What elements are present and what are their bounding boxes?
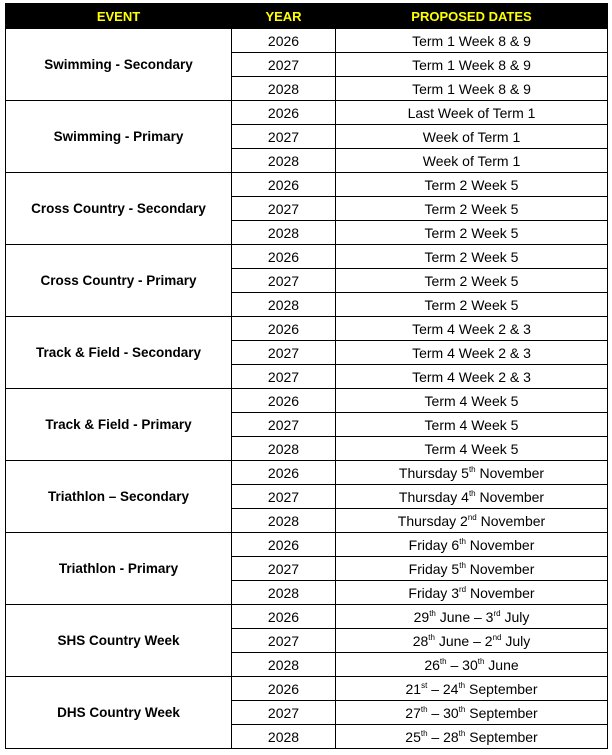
date-text: – 30 (446, 656, 478, 673)
date-text: June – 3 (435, 608, 494, 625)
proposed-date-cell (336, 125, 608, 149)
date-ordinal-suffix: th (468, 464, 476, 474)
proposed-date-cell (336, 581, 608, 605)
date-text: Friday 5 (408, 560, 460, 577)
date-text: Term 4 Week 2 & 3 (412, 344, 531, 361)
date-text: 25 (405, 728, 421, 745)
table-body (6, 29, 608, 749)
proposed-date-cell (336, 629, 608, 653)
year-cell: 2028 (232, 725, 336, 749)
date-ordinal-suffix: th (428, 632, 435, 642)
proposed-date-cell (336, 77, 608, 101)
date-ordinal-suffix: th (420, 728, 428, 738)
proposed-date-cell (336, 389, 608, 413)
date-ordinal-suffix: nd (467, 512, 477, 522)
year-cell: 2028 (232, 149, 336, 173)
proposed-date-cell (336, 29, 608, 53)
proposed-date-cell (336, 605, 608, 629)
date-text: 29 (413, 608, 430, 625)
proposed-date-cell (336, 701, 608, 725)
date-ordinal-suffix: th (459, 560, 466, 570)
proposed-date-cell (336, 461, 608, 485)
date-ordinal-suffix: th (429, 608, 436, 618)
table-row (6, 605, 608, 629)
year-cell: 2028 (232, 77, 336, 101)
date-text: September (465, 728, 538, 745)
year-cell: 2026 (232, 533, 336, 557)
date-text: Thursday 4 (398, 488, 469, 505)
year-cell: 2027 (232, 269, 336, 293)
year-cell: 2027 (232, 53, 336, 77)
date-text: – 28 (427, 728, 459, 745)
date-ordinal-suffix: th (458, 728, 466, 738)
proposed-date-cell (336, 533, 608, 557)
proposed-date-cell (336, 437, 608, 461)
year-cell: 2028 (232, 221, 336, 245)
event-name: Track & Field - Secondary (6, 317, 232, 389)
table-row (6, 101, 608, 125)
date-text: 21 (405, 680, 422, 697)
date-text: Term 2 Week 5 (424, 272, 519, 289)
year-cell: 2028 (232, 653, 336, 677)
event-name: Triathlon - Primary (6, 533, 232, 605)
year-cell: 2027 (232, 629, 336, 653)
date-text: Term 2 Week 5 (424, 176, 519, 193)
proposed-date-cell (336, 653, 608, 677)
proposed-date-cell (336, 509, 608, 533)
year-cell: 2026 (232, 389, 336, 413)
proposed-date-cell (336, 245, 608, 269)
date-ordinal-suffix: th (459, 536, 466, 546)
events-schedule-table (5, 3, 608, 749)
date-text: November (466, 584, 535, 601)
date-text: Term 2 Week 5 (424, 224, 519, 241)
date-text: September (465, 704, 538, 721)
year-cell: 2026 (232, 29, 336, 53)
table-row (6, 317, 608, 341)
year-cell: 2028 (232, 437, 336, 461)
year-cell: 2026 (232, 461, 336, 485)
date-ordinal-suffix: th (420, 704, 428, 714)
year-cell: 2028 (232, 581, 336, 605)
date-text: Term 2 Week 5 (424, 248, 519, 265)
year-cell: 2027 (232, 125, 336, 149)
date-text: November (476, 512, 546, 529)
date-text: Thursday 2 (397, 512, 468, 529)
proposed-date-cell (336, 485, 608, 509)
date-text: 27 (405, 704, 421, 721)
proposed-date-cell (336, 557, 608, 581)
year-cell: 2027 (232, 557, 336, 581)
year-cell: 2028 (232, 509, 336, 533)
table-row (6, 29, 608, 53)
table-row (6, 173, 608, 197)
date-text: June (484, 656, 519, 673)
year-cell: 2026 (232, 677, 336, 701)
event-name: DHS Country Week (6, 677, 232, 749)
date-text: July (501, 632, 531, 649)
year-cell: 2026 (232, 605, 336, 629)
date-text: – 30 (427, 704, 459, 721)
proposed-date-cell (336, 269, 608, 293)
date-text: Term 4 Week 5 (424, 440, 519, 457)
event-name: SHS Country Week (6, 605, 232, 677)
date-text: Term 1 Week 8 & 9 (412, 80, 531, 97)
proposed-date-cell (336, 197, 608, 221)
date-text: Friday 6 (408, 536, 460, 553)
date-text: Term 2 Week 5 (424, 296, 519, 313)
year-cell: 2027 (232, 365, 336, 389)
header-row (6, 4, 608, 29)
date-text: – 24 (427, 680, 459, 697)
date-text: November (465, 560, 535, 577)
date-text: Term 4 Week 2 & 3 (412, 368, 531, 385)
year-cell: 2027 (232, 341, 336, 365)
date-text: September (465, 680, 538, 697)
date-text: November (475, 464, 545, 481)
table-row (6, 533, 608, 557)
date-text: Term 4 Week 5 (424, 392, 519, 409)
date-text: November (465, 536, 535, 553)
event-name: Track & Field - Primary (6, 389, 232, 461)
date-ordinal-suffix: th (468, 488, 476, 498)
proposed-date-cell (336, 317, 608, 341)
year-cell: 2028 (232, 293, 336, 317)
year-cell: 2026 (232, 173, 336, 197)
date-text: Last Week of Term 1 (407, 104, 536, 121)
date-text: July (500, 608, 530, 625)
year-cell: 2026 (232, 245, 336, 269)
date-ordinal-suffix: rd (493, 608, 501, 618)
date-ordinal-suffix: st (421, 680, 428, 690)
date-ordinal-suffix: rd (458, 584, 467, 594)
table-row (6, 389, 608, 413)
year-cell: 2027 (232, 485, 336, 509)
event-name: Cross Country - Secondary (6, 173, 232, 245)
table-header (6, 4, 608, 29)
date-text: Term 2 Week 5 (424, 200, 519, 217)
date-text: Friday 3 (408, 584, 459, 601)
proposed-date-cell (336, 53, 608, 77)
header-proposed-dates: PROPOSED DATES (336, 4, 608, 29)
date-text: Term 1 Week 8 & 9 (412, 32, 531, 49)
date-text: Thursday 5 (398, 464, 469, 481)
table-row (6, 677, 608, 701)
date-text: Term 4 Week 2 & 3 (412, 320, 531, 337)
date-text: Week of Term 1 (422, 128, 521, 145)
proposed-date-cell (336, 677, 608, 701)
proposed-date-cell (336, 221, 608, 245)
proposed-date-cell (336, 365, 608, 389)
proposed-date-cell (336, 101, 608, 125)
proposed-date-cell (336, 149, 608, 173)
date-text: June – 2 (434, 632, 493, 649)
date-text: November (475, 488, 545, 505)
event-name: Swimming - Secondary (6, 29, 232, 101)
date-text: 28 (412, 632, 429, 649)
header-year: YEAR (232, 4, 336, 29)
date-ordinal-suffix: nd (492, 632, 502, 642)
header-event: EVENT (6, 4, 232, 29)
year-cell: 2026 (232, 101, 336, 125)
date-ordinal-suffix: th (439, 656, 447, 666)
proposed-date-cell (336, 173, 608, 197)
year-cell: 2027 (232, 701, 336, 725)
proposed-date-cell (336, 293, 608, 317)
date-ordinal-suffix: th (477, 656, 485, 666)
proposed-date-cell (336, 413, 608, 437)
table-row (6, 461, 608, 485)
table-row (6, 245, 608, 269)
year-cell: 2026 (232, 317, 336, 341)
event-name: Triathlon – Secondary (6, 461, 232, 533)
date-text: 26 (424, 656, 440, 673)
year-cell: 2027 (232, 413, 336, 437)
date-text: Term 1 Week 8 & 9 (412, 56, 531, 73)
date-text: Week of Term 1 (422, 152, 521, 169)
proposed-date-cell (336, 341, 608, 365)
date-text: Term 4 Week 5 (424, 416, 519, 433)
event-name: Cross Country - Primary (6, 245, 232, 317)
proposed-date-cell (336, 725, 608, 749)
date-ordinal-suffix: th (458, 704, 466, 714)
event-name: Swimming - Primary (6, 101, 232, 173)
date-ordinal-suffix: th (458, 680, 466, 690)
year-cell: 2027 (232, 197, 336, 221)
